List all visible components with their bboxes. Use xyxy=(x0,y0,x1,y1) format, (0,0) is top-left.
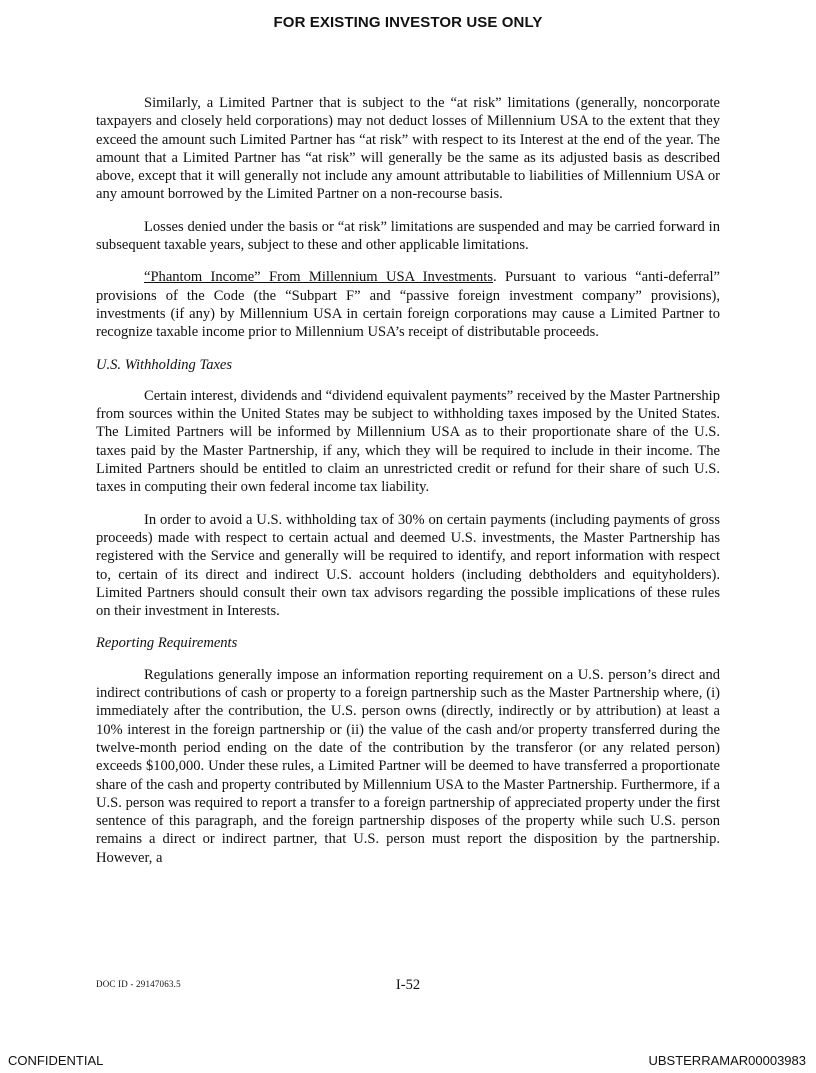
investor-use-banner: FOR EXISTING INVESTOR USE ONLY xyxy=(273,14,543,31)
heading-withholding-taxes: U.S. Withholding Taxes xyxy=(96,356,233,373)
paragraph-withholding-30pct: In order to avoid a U.S. withholding tax of 30% on certain payments (including payments of gross proceeds) made with respect to certain actual and deemed U.S. investments, the Master Partnership has registered with the Service and generally will be required to identify, and report information with respect to, certain of its direct and indirect U.S. account holders (including debtholders and equityholders). Limited Partners should consult their own tax advisors regarding the possible implications of these rules on their investment in Interests. xyxy=(96,511,720,620)
paragraph-phantom-income xyxy=(96,268,720,341)
bates-number: UBSTERRAMAR00003983 xyxy=(648,1053,806,1068)
paragraph-losses-denied: Losses denied under the basis or “at risk” limitations are suspended and may be carried forward in subsequent taxable years, subject to these and other applicable limitations. xyxy=(96,218,720,254)
paragraph-withholding: Certain interest, dividends and “dividend equivalent payments” received by the Master Partnership from sources within the United States may be subject to withholding taxes imposed by the United States. The Limited Partners will be informed by Millennium USA as to their proportionate share of the U.S. taxes paid by the Master Partnership, if any, which they will be required to include in their income. The Limited Partners should be entitled to claim an unrestricted credit or refund for their share of such U.S. taxes in computing their own federal income tax liability. xyxy=(96,387,720,496)
phantom-income-text: . Pursuant to various “anti-deferral” provisions of the Code (the “Subpart F” and “passive foreign investment company” provisions), investments (if any) by Millennium USA in certain foreign corporations may cause a Limited Partner to recognize taxable income prior to Millennium USA’s receipt of distributable proceeds. xyxy=(96,269,720,341)
page-number: I-52 xyxy=(395,977,421,993)
phantom-income-title: “Phantom Income” From Millennium USA Investments xyxy=(144,269,493,286)
confidential-label: CONFIDENTIAL xyxy=(8,1053,104,1068)
paragraph-reporting: Regulations generally impose an information reporting requirement on a U.S. person’s direct and indirect contributions of cash or property to a foreign partnership such as the Master Partnership where, (i) immediately after the contribution, the U.S. person owns (directly, indirectly or by attribution) at least a 10% interest in the foreign partnership or (ii) the value of the cash and/or property transferred during the twelve-month period ending on the date of the contribution by the transferor (or any related person) exceeds $100,000. Under these rules, a Limited Partner will be deemed to have transferred a proportionate share of the cash and property contributed by Millennium USA to the Master Partnership. Furthermore, if a U.S. person was required to report a transfer to a foreign partnership of appreciated property under the first sentence of this paragraph, and the foreign partnership disposes of the property while such U.S. person remains a direct or indirect partner, that U.S. person must report the disposition by the partnership. However, a xyxy=(96,666,720,866)
heading-reporting-requirements: Reporting Requirements xyxy=(96,635,238,652)
paragraph-at-risk: Similarly, a Limited Partner that is subject to the “at risk” limitations (generally, noncorporate taxpayers and closely held corporations) may not deduct losses of Millennium USA to the extent that they exceed the amount such Limited Partner has “at risk” with respect to its Interest at the end of the year. The amount that a Limited Partner has “at risk” will generally be the same as its adjusted basis as described above, except that it will generally not include any amount attributable to liabilities of Millennium USA or any amount borrowed by the Limited Partner on a non-recourse basis. xyxy=(96,95,720,203)
document-body xyxy=(96,94,720,881)
doc-id: DOC ID - 29147063.5 xyxy=(96,979,181,989)
